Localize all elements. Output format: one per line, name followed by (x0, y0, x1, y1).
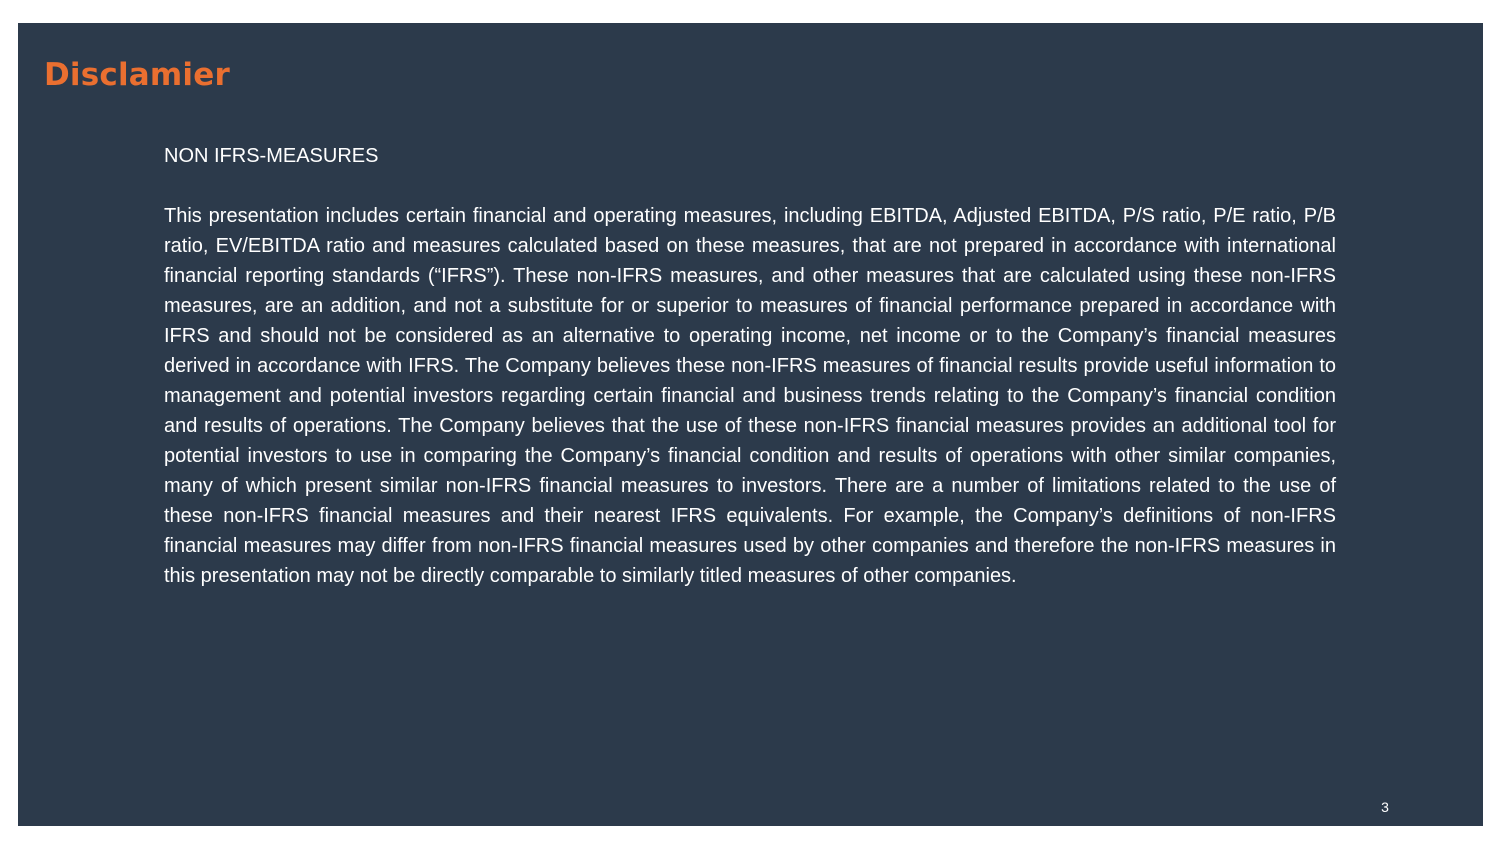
slide-title: Disclamier (44, 57, 230, 93)
slide (18, 23, 1483, 826)
disclaimer-body: This presentation includes certain financial and operating measures, including EBITDA, Adjusted EBITDA, P/S ratio, P/E ratio, P/B ratio, EV/EBITDA ratio and measures calculated based on these measures, that are not prepared in accordance with international financial reporting standards (“IFRS”). These non-IFRS measures, and other measures that are calculated using these non-IFRS measures, are an addition, and not a substitute for or superior to measures of financial performance prepared in accordance with IFRS and should not be considered as an alternative to operating income, net income or to the Company’s financial measures derived in accordance with IFRS. The Company believes these non-IFRS measures of financial results provide useful information to management and potential investors regarding certain financial and business trends relating to the Company’s financial condition and results of operations. The Company believes that the use of these non-IFRS financial measures provides an additional tool for potential investors to use in comparing the Company’s financial condition and results of operations with other similar companies, many of which present similar non-IFRS financial measures to investors. There are a number of limitations related to the use of these non-IFRS financial measures and their nearest IFRS equivalents. For example, the Company’s definitions of non-IFRS financial measures may differ from non-IFRS financial measures used by other companies and therefore the non-IFRS measures in this presentation may not be directly comparable to similarly titled measures of other companies. (164, 205, 1336, 587)
page-number: 3 (1381, 799, 1389, 815)
disclaimer-content (164, 141, 1336, 591)
section-heading: NON IFRS-MEASURES (164, 145, 379, 167)
